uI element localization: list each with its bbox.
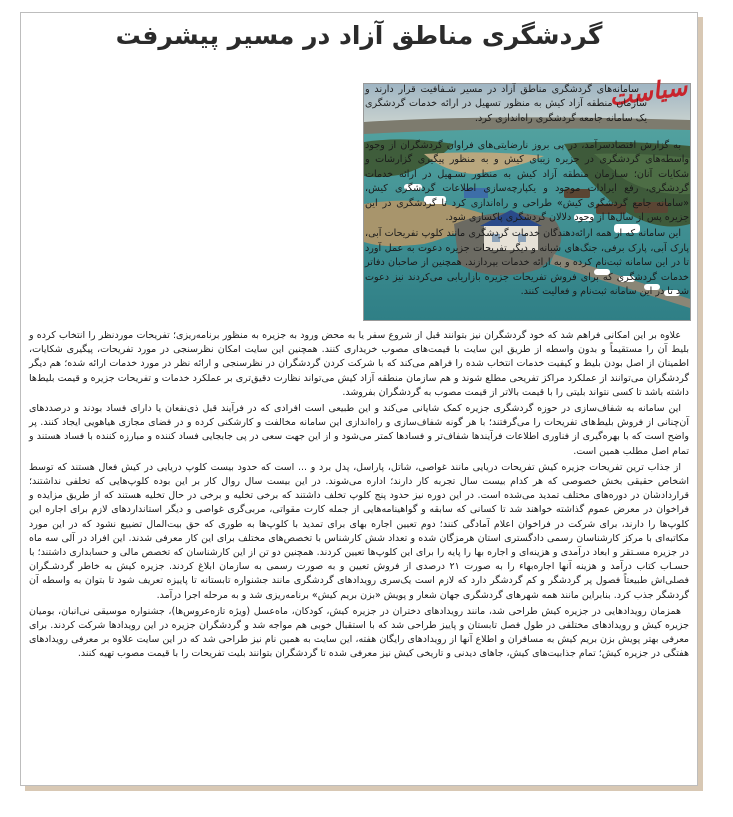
article-frame [20, 12, 698, 786]
article-headline: گردشگری مناطق آزاد در مسیر پیشرفت [115, 21, 603, 50]
paragraph-6: همزمان رویدادهایی در جزیره کیش طراحی شد، مانند رویدادهای دختران در جزیره کیش، کودکان، ماه‌عسل (ویژه تازه‌عروس‌ها)، جشنواره موسیقی نی‌انبان، بومیان جزیره کیش و رویدادهای مختلفی در طول فصل تابستان و پاییز طراحی شد که با استقبال خوبی هم مواجه شد و گردشگران جزیره در این رویدادها شرکت کردند. برای معرفی بهتر پویش بزن بریم کیش به مسافران و اطلاع آنها از رویدادهای رایگان هفته، این سایت به همین نام نیز طراحی شد که در این سایت علاوه بر معرفی رویدادهای هفتگی در جزیره کیش؛ تمام جذابیت‌های کیش، جاهای دیدنی و تاریخی کیش نیز معرفی شده تا گردشگران بتوانند بلیت تفریحات را با قیمت مصوب تهیه کنند. [29, 605, 689, 660]
paragraph-1: به گزارش اقتصادسرآمد، در پی بروز نارضایتی‌های فراوان گردشگران از وجود واسطه‌های گردشگری در جزیره زیبای کیش و به منظور پیگیری گزارشات و شکایات آنان؛ سـازمان منطقه آزاد کیش به منظور تسـهیل در ارائه خدمات گردشگری، رفع ایرادات موجود و یکپارچه‌سازی اطلاعات گردشگری کیش، «سامانه جامع گردشگری کیش» طراحی و راه‌اندازی کرد تا گردشگری در این جزیره پس از سال‌ها از وجود دلالان گردشگری پاکسازی شود. [365, 140, 689, 224]
article-body [29, 329, 689, 664]
publication-logo: سیاست [607, 71, 689, 112]
paragraph-5: از جذاب ترین تفریحات جزیره کیش تفریحات دریایی مانند غواصی، شاتل، پاراسل، پدل برد و ... است که حدود بیست کلوپ دریایی در کیش فعال هستند که توسط اشخاص حقیقی بخش خصوصی که هر کدام بیست سال تجربه کار دارند؛ اداره می‌شوند. در این بیست سال روال کار بر این بوده کلوپ‌هایی که تخلفی نداشتند؛ قراردادشان در دوره‌های مختلف تمدید می‌شده است. در این دوره نیز حدود پنج کلوپ تخلف داشتند که برخی تخلیه و برخی در حال تخلیه هستند که از طریق مزایده و فراخوان در معرض عموم گذاشته خواهند شد تا کسانی که سابقه و گواهینامه‌هایی از جمله کارت مقواتی، مربی‌گری غواصی و دیگر استانداردهای لازم برای اجاره این کلوپ‌ها را دارند، برای شرکت در فراخوان اعلام آمادگی کنند؛ دوم تعیین اجاره بهای برای تمدید با کلوپ‌ها به طوری که حق بیت‌المال تضییع نشود که در این مورد مکاتبه‌ای با مرکز کارشناسان رسمی دادگستری استان هرمزگان شده و تعداد شش کارشناس با تخصص‌های مختلف برای این کار معرفی شدند. این افراد در آلی سه ماه در جزیره مسـتقر و ابعاد درآمدی و هزینه‌ای و اجاره بها را پایه را برای این کلوپ‌ها تعیین کردند. همچنین دو تن از این کارشناسان که تخصص مالی و حسابداری داشتند؛ با حسـاب کتاب درآمد و هزینه آنها اجاره‌بهاء را به صورت ۲۱ درصدی از فروش تعیین و به صورت رسمی به سازمان ابلاغ کردند. جزیره کیش به خاطر گردشـگران فصلی‌اش طبیعتاً فصول پر گردشگر و کم گردشگر دارد که لازم است یک‌سری رویدادهای گردشگری مانند جشنواره تابستانه تا پاییزه تعریف شود تا بتوان به واسطه آن گردشگر جذب کرد. بنابراین مانند همه شهرهای گردشگری جهان شعار و پویش «بزن بریم کیش» برنامه‌ریزی شد و به مرحله اجرا درآمد. [29, 461, 689, 601]
lead-paragraph: سامانه‌های گردشگری مناطق آزاد در مسیر شـفافیت قرار دارند و سازمان منطقه آزاد کیش به منظور تسهیل در ارائه خدمات گردشگری یک سامانه جامعه گردشگری راه‌اندازی کرد. [365, 84, 647, 124]
article-column-right [365, 139, 689, 301]
paragraph-3: علاوه بر این امکانی فراهم شد که خود گردشگران نیز بتوانند قبل از شروع سفر یا به محض ورود به جزیره به منظور برنامه‌ریزی؛ تفریحات موردنظر را انتخاب کرده و بلیط آن را مستقیماً و بدون واسطه از طریق این سایت با قیمت‌های مصوب خریداری کنند. همچنین این سایت امکان نظرسنجی در مورد تفریحات، پیگیری شکایات، اطمینان از اصل بودن بلیط و کیفیت خدمات انتخاب شده را فراهم می‌کند که با شرکت کردن گردشگران در نظرسنجی و ارائه نظر در مورد خدمات ارائه شده؛ هم دیگر گردشگران می‌توانند از عملکرد مراکز تفریحی مطلع شوند و هم سازمان منطقه آزاد کیش می‌تواند نظارت دقیق‌تری بر عملکرد خدمات و تفریحات جزیره و قیمت بلیط‌ها داشته باشد تا کسی نتواند بلیتی را با قیمت بالاتر از قیمت مصوب به گردشگران بفروشد. [29, 330, 689, 398]
paragraph-4: این سامانه به شفاف‌سازی در حوزه گردشگری جزیره کمک شایانی می‌کند و این طبیعی است افرادی که در فرآیند قبل ذی‌نفعان یا دارای فساد بودند و درصددهای آن‌چنانی از فروش بلیط‌های تفریحات را می‌گرفتند؛ با هر گونه شفاف‌سازی و راه‌اندازی این سامانه مخالفت و کارشکنی کرده و در فضای مجازی هیاهویی ایجاد کنند. پر واضح است که با بهره‌گیری از فناوری اطلاعات فرآیندها شفاف‌تر و فسادها کمتر می‌شود و از این جهت سعی در پی جابجایی فساد کننده و مبارزه کننده با فساد هستند و تمام اصل مطلب همین است. [29, 403, 689, 457]
paragraph-2: این سامانه که از همه ارائه‌دهندگان خدمات گردشگری مانند کلوپ تفریحات آبی، پارک آبی، پارک برفی، جنگ‌های شبانه و دیگر تفریحات جزیره دعوت به عمل آورد تا در این سامانه ثبت‌نام کرده و به ارائه خدمات بپردازند. همچنین از صاحبان دفاتر خدمات گردشگری که برای فروش تفریحات جزیره بازاریابی می‌کردند نیز دعوت شد تا در این سامانه ثبت‌نام و فعالیت کنند. [365, 228, 689, 298]
article-lead [365, 83, 647, 128]
